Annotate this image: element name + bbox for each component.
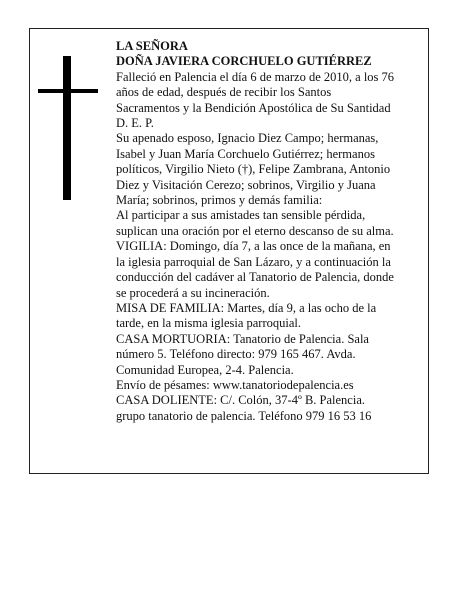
- notice-text: [116, 39, 422, 424]
- body-line: Su apenado esposo, Ignacio Diez Campo; hermanas,: [116, 131, 379, 146]
- body-line: María; sobrinos, primos y demás familia:: [116, 193, 323, 208]
- body-line: CASA MORTUORIA: Tanatorio de Palencia. Sala: [116, 331, 369, 346]
- obituary-notice: [29, 28, 429, 474]
- body-line: se procederá a su incineración.: [116, 285, 270, 300]
- body-line: Al participar a sus amistades tan sensible pérdida,: [116, 208, 366, 223]
- deceased-name: DOÑA JAVIERA CORCHUELO GUTIÉRREZ: [116, 54, 372, 69]
- cross-icon: [38, 56, 98, 200]
- body-line: Sacramentos y la Bendición Apostólica de Su Santidad: [116, 100, 391, 115]
- body-line: Falleció en Palencia el día 6 de marzo de 2010, a los 76: [116, 69, 395, 84]
- body-line: políticos, Virgilio Nieto (†), Felipe Zambrana, Antonio: [116, 162, 391, 177]
- body-line: Isabel y Juan María Corchuelo Gutiérrez; hermanos: [116, 146, 375, 161]
- body-line: tarde, en la misma iglesia parroquial.: [116, 316, 302, 331]
- body-line: número 5. Teléfono directo: 979 165 467. Avda.: [116, 347, 356, 362]
- body-line: la iglesia parroquial de San Lázaro, y a continuación la: [116, 254, 391, 269]
- body-line: CASA DOLIENTE: C/. Colón, 37-4º B. Palencia.: [116, 393, 365, 408]
- body-line: Diez y Visitación Cerezo; sobrinos, Virgilio y Juana: [116, 177, 376, 192]
- body-line: Comunidad Europea, 2-4. Palencia.: [116, 362, 294, 377]
- body-line: años de edad, después de recibir los Santos: [116, 85, 332, 100]
- body-line: grupo tanatorio de palencia. Teléfono 979 16 53 16: [116, 408, 372, 423]
- body-line: D. E. P.: [116, 116, 154, 131]
- body-line: Envío de pésames: www.tanatoriodepalencia.es: [116, 377, 354, 392]
- notice-title-line: LA SEÑORA: [116, 39, 188, 53]
- body-line: VIGILIA: Domingo, día 7, a las once de la mañana, en: [116, 239, 391, 254]
- body-line: conducción del cadáver al Tanatorio de Palencia, donde: [116, 270, 394, 285]
- body-line: suplican una oración por el eterno descanso de su alma.: [116, 223, 394, 238]
- body-line: MISA DE FAMILIA: Martes, día 9, a las ocho de la: [116, 300, 377, 315]
